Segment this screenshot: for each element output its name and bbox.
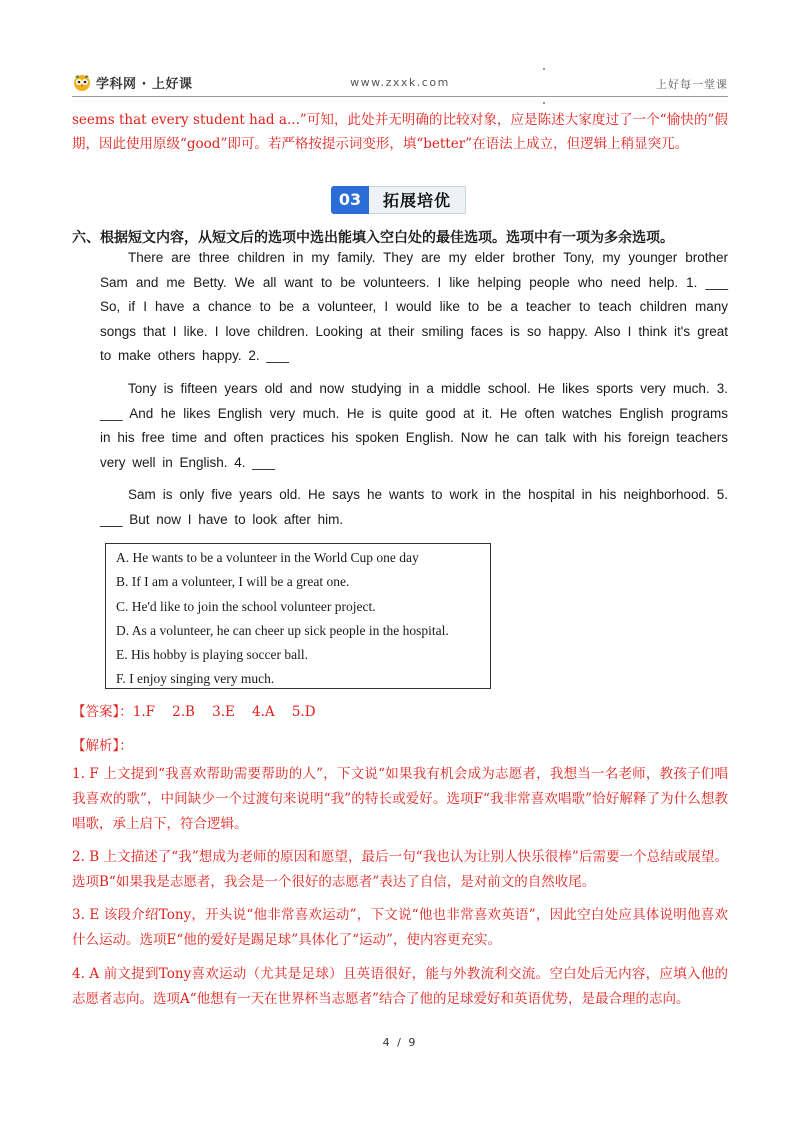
analysis-item-3: 3. E 该段介绍Tony，开头说“他非常喜欢运动”，下文说“他也非常喜欢英语”，因此空白处应具体说明他喜欢什么运动。选项E“他的爱好是踢足球”具体化了“运动”，使内容更充实。	[72, 907, 728, 948]
header-divider	[72, 96, 728, 97]
analysis-item-2: 2. B 上文描述了“我”想成为老师的原因和愿望，最后一句“我也认为让别人快乐很棒”后需要一个总结或展望。选项B“如果我是志愿者，我会是一个很好的志愿者”表达了自信，是对前文的自然收尾。	[72, 849, 728, 890]
answer-line	[72, 700, 316, 720]
section-number: 03	[331, 186, 369, 214]
analysis-item-4: 4. A 前文提到Tony喜欢运动（尤其是足球）且英语很好，能与外教流利交流。空白处后无内容，应填入他的志愿者志向。选项A“他想有一天在世界杯当志愿者”结合了他的足球爱好和英语优势，是最合理的志向。	[72, 966, 728, 1007]
section-title: 拓展培优	[369, 186, 466, 214]
passage-paragraph-1: There are three children in my family. They are my elder brother Tony, my younger brother Sam and me Betty. We all want to be volunteers. I like helping people who need help. 1. ___ So, if I have a chance to be a volunteer, I would like to be a teacher to teach children many songs that I like. I love children. Looking at their smiling faces is so happy. Also I think it's great to make others happy. 2. ___	[100, 250, 728, 363]
answer-value: 1.F 2.B 3.E 4.A 5.D	[132, 704, 316, 720]
option-c: C. He'd like to join the school volunteer project.	[116, 598, 376, 614]
logo-text: 学科网 · 上好课	[96, 76, 193, 92]
passage-paragraph-2: Tony is fifteen years old and now studying in a middle school. He likes sports very much. 3. ___ And he likes English very much. He is quite good at it. He often watches English programs in his free time and often practices his spoken English. Now he can talk with his foreign teachers very well in English. 4. ___	[100, 381, 728, 470]
option-b: B. If I am a volunteer, I will be a great one.	[116, 574, 350, 590]
passage-paragraph-3: Sam is only five years old. He says he wants to work in the hospital in his neighborhood. 5. ___ But now I have to look after him.	[100, 487, 728, 527]
option-f: F. I enjoy singing very much.	[116, 671, 275, 687]
header-dot	[543, 102, 545, 104]
question-title: 六、根据短文内容，从短文后的选项中选出能填入空白处的最佳选项。选项中有一项为多余选项。	[72, 230, 674, 246]
header-slogan: 上好每一堂课	[656, 78, 728, 91]
header-dot	[543, 68, 545, 70]
section-heading	[331, 186, 466, 214]
option-d: D. As a volunteer, he can cheer up sick people in the hospital.	[116, 622, 449, 638]
site-url: www.zxxk.com	[350, 76, 450, 89]
answer-label: 【答案】：	[72, 704, 133, 720]
intro-paragraph: seems that every student had a...”可知，此处并无明确的比较对象，应是陈述大家度过了一个“愉快的”假期，因此使用原级“good”即可。若严格按提示词变形，填“better”在语法上成立，但逻辑上稍显突兀。	[72, 112, 728, 152]
option-a: A. He wants to be a volunteer in the World Cup one day	[116, 550, 419, 565]
page-number: 4 / 9	[382, 1036, 418, 1049]
analysis-label: 【解析】：	[72, 738, 133, 754]
analysis-item-1: 1. F 上文提到“我喜欢帮助需要帮助的人”，下文说“如果我有机会成为志愿者，我想当一名老师，教孩子们唱我喜欢的歌”，中间缺少一个过渡句来说明“我”的特长或爱好。选项F“我非常喜欢唱歌”恰好解释了为什么想教唱歌，承上启下，符合逻辑。	[72, 766, 728, 832]
options-box	[105, 543, 491, 689]
option-e: E. His hobby is playing soccer ball.	[116, 647, 308, 663]
page-header	[72, 70, 728, 94]
